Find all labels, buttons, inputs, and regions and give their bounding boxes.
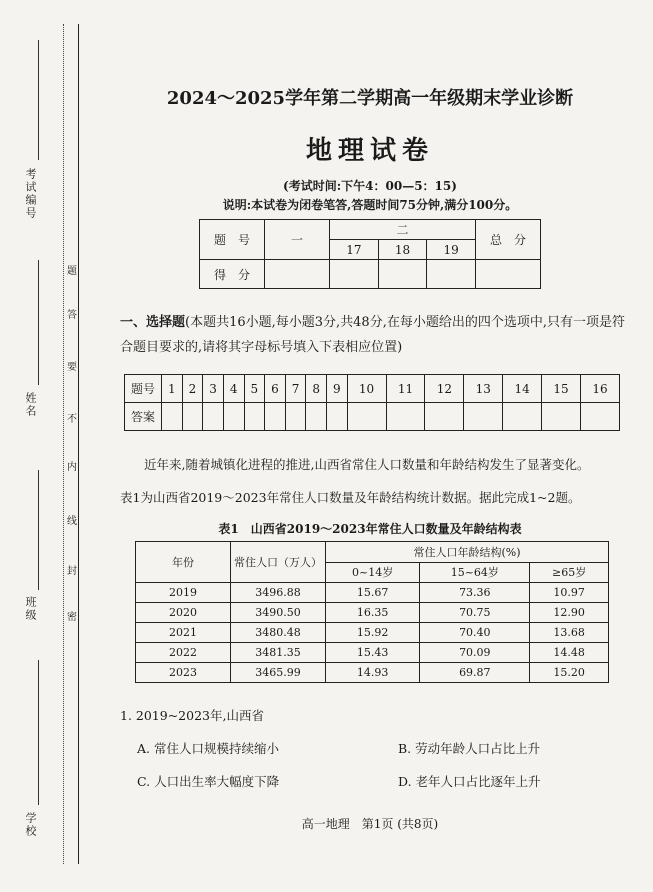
answer-cell-12[interactable] [425, 403, 464, 431]
answer-cell-9[interactable] [327, 403, 348, 431]
cell-pop: 3481.35 [231, 643, 326, 663]
score-col-two: 二 [330, 220, 476, 240]
cell-c: 13.68 [530, 623, 609, 643]
col-age-65: ≥65岁 [530, 562, 609, 583]
answer-number-6: 6 [265, 375, 286, 403]
cell-a: 15.92 [326, 623, 420, 643]
class-blank[interactable] [38, 470, 39, 590]
answer-cell-8[interactable] [306, 403, 327, 431]
answer-number-14: 14 [503, 375, 542, 403]
seal-char: 密 [67, 612, 77, 623]
binding-line [78, 24, 79, 864]
cell-pop: 3465.99 [231, 663, 326, 683]
cell-b: 70.40 [420, 623, 530, 643]
cell-b: 70.75 [420, 603, 530, 623]
exam-note: 说明:本试卷为闭卷笔答,答题时间75分钟,满分100分。 [222, 198, 518, 212]
score-sub-19: 19 [427, 240, 476, 260]
option-d: D. 老年人口占比逐年上升 [398, 774, 541, 789]
seal-char: 不 [67, 414, 77, 425]
score-col-total: 总 分 [476, 220, 541, 260]
answer-cell-1[interactable] [162, 403, 183, 431]
section1-title: 一、选择题 [120, 315, 186, 330]
score-cell[interactable] [330, 260, 379, 289]
score-col-one: 一 [265, 220, 330, 260]
col-age-0-14: 0~14岁 [326, 562, 420, 583]
table-caption: 表1 山西省2019～2023年常住人口数量及年龄结构表 [218, 522, 522, 536]
page-footer: 高一地理 第1页 (共8页) [301, 817, 439, 831]
population-table [135, 541, 609, 683]
score-cell[interactable] [378, 260, 427, 289]
score-sub-18: 18 [378, 240, 427, 260]
answer-number-5: 5 [244, 375, 265, 403]
exam-no-blank[interactable] [38, 40, 39, 160]
answer-number-3: 3 [203, 375, 224, 403]
cell-year: 2021 [136, 623, 231, 643]
score-cell[interactable] [265, 260, 330, 289]
col-age-15-64: 15~64岁 [420, 562, 530, 583]
exam-title: 2024～2025学年第二学期高一年级期末学业诊断 [166, 88, 574, 109]
answer-cell-13[interactable] [464, 403, 503, 431]
passage-line-1: 近年来,随着城镇化进程的推进,山西省常住人口数量和年龄结构发生了显著变化。 [144, 457, 590, 472]
seal-char: 要 [67, 362, 77, 373]
score-col-item: 题 号 [200, 220, 265, 260]
cell-year: 2019 [136, 583, 231, 603]
score-cell[interactable] [476, 260, 541, 289]
answer-cell-16[interactable] [580, 403, 619, 431]
exam-no-label: 考试编号 [24, 168, 37, 220]
answer-cell-11[interactable] [386, 403, 425, 431]
answer-fill-row [125, 403, 620, 431]
class-label: 班级 [24, 596, 37, 622]
answer-number-8: 8 [306, 375, 327, 403]
table-row [136, 663, 609, 683]
answer-number-16: 16 [580, 375, 619, 403]
table-row [136, 643, 609, 663]
table-row [136, 583, 609, 603]
answer-number-13: 13 [464, 375, 503, 403]
answer-cell-15[interactable] [542, 403, 581, 431]
col-pop-header: 常住人口（万人） [231, 542, 326, 583]
name-label: 姓名 [24, 392, 37, 418]
exam-time: (考试时间:下午4：00—5：15) [283, 179, 457, 193]
table-row [136, 623, 609, 643]
answer-cell-7[interactable] [285, 403, 306, 431]
answer-number-row [125, 375, 620, 403]
option-a: A. 常住人口规模持续缩小 [137, 741, 279, 756]
answer-row-label: 答案 [125, 403, 162, 431]
answer-number-11: 11 [386, 375, 425, 403]
cell-c: 12.90 [530, 603, 609, 623]
answer-number-7: 7 [285, 375, 306, 403]
cell-c: 15.20 [530, 663, 609, 683]
cell-pop: 3496.88 [231, 583, 326, 603]
subject-title: 地理试卷 [305, 136, 434, 166]
school-blank[interactable] [38, 660, 39, 805]
cell-b: 70.09 [420, 643, 530, 663]
answer-row-label: 题号 [125, 375, 162, 403]
school-label: 学校 [24, 812, 37, 838]
col-structure-header: 常住人口年龄结构(%) [326, 542, 609, 563]
table-row [136, 603, 609, 623]
option-b: B. 劳动年龄人口占比上升 [398, 741, 541, 756]
answer-cell-5[interactable] [244, 403, 265, 431]
cell-pop: 3480.48 [231, 623, 326, 643]
cell-year: 2020 [136, 603, 231, 623]
answer-cell-3[interactable] [203, 403, 224, 431]
cell-a: 15.67 [326, 583, 420, 603]
answer-number-10: 10 [347, 375, 386, 403]
answer-number-12: 12 [425, 375, 464, 403]
section1-heading [120, 310, 630, 360]
cell-b: 73.36 [420, 583, 530, 603]
answer-number-4: 4 [223, 375, 244, 403]
cell-pop: 3490.50 [231, 603, 326, 623]
cell-a: 15.43 [326, 643, 420, 663]
cell-c: 14.48 [530, 643, 609, 663]
answer-cell-6[interactable] [265, 403, 286, 431]
seal-char: 线 [67, 516, 77, 527]
answer-number-9: 9 [327, 375, 348, 403]
answer-table [124, 374, 620, 431]
dotted-seal-line [63, 24, 64, 864]
seal-char: 答 [67, 310, 77, 321]
col-year-header: 年份 [136, 542, 231, 583]
answer-number-1: 1 [162, 375, 183, 403]
seal-char: 封 [67, 566, 77, 577]
cell-a: 16.35 [326, 603, 420, 623]
answer-cell-4[interactable] [223, 403, 244, 431]
question-1-stem: 1. 2019~2023年,山西省 [120, 708, 264, 723]
passage-line-2: 表1为山西省2019～2023年常住人口数量及年龄结构统计数据。据此完成1~2题。 [120, 490, 581, 505]
seal-char: 题 [67, 266, 77, 277]
score-sub-17: 17 [330, 240, 379, 260]
score-cell[interactable] [427, 260, 476, 289]
cell-year: 2022 [136, 643, 231, 663]
answer-cell-2[interactable] [182, 403, 203, 431]
answer-cell-10[interactable] [347, 403, 386, 431]
answer-cell-14[interactable] [503, 403, 542, 431]
cell-c: 10.97 [530, 583, 609, 603]
name-blank[interactable] [38, 260, 39, 385]
score-row-label: 得 分 [200, 260, 265, 289]
answer-number-15: 15 [542, 375, 581, 403]
cell-a: 14.93 [326, 663, 420, 683]
seal-char: 内 [67, 462, 77, 473]
answer-number-2: 2 [182, 375, 203, 403]
cell-b: 69.87 [420, 663, 530, 683]
option-c: C. 人口出生率大幅度下降 [137, 774, 280, 789]
section1-instruction: (本题共16小题,每小题3分,共48分,在每小题给出的四个选项中,只有一项是符合题目要求的,请将其字母标号填入下表相应位置) [120, 315, 625, 355]
score-table [199, 219, 541, 289]
cell-year: 2023 [136, 663, 231, 683]
